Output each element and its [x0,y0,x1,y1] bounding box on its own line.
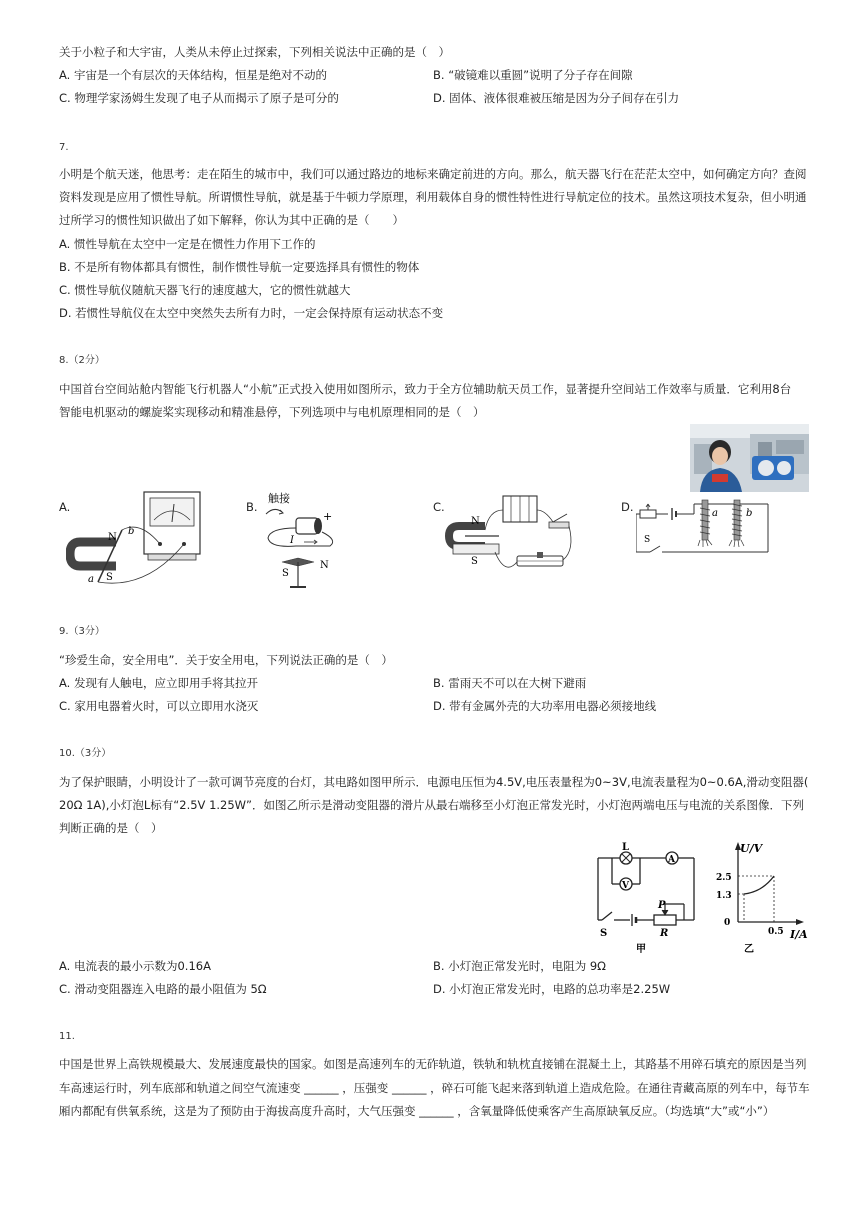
q10-option-d[interactable]: D. 小灯泡正常发光时，电路的总功率是2.25W [433,982,671,996]
q7-stem-line-2: 资料发现是应用了惯性导航。所谓惯性导航，就是基于牛顿力学原理，利用载体自身的惯性特性进行导航定位的技术。虽然这项技术复杂，但小明通 [59,190,807,204]
label-a-d: a [712,508,718,519]
q7-option-a[interactable]: A. 惯性导航在太空中一定是在惯性力作用下工作的 [59,237,316,251]
label-i: I [290,535,294,546]
q9-stem: “珍爱生命，安全用电”．关于安全用电，下列说法正确的是（ ） [59,653,393,667]
label-n-b: N [320,560,329,571]
circuit-diagram [592,838,704,956]
label-a: a [88,574,94,585]
q6-option-b[interactable]: B. “破镜难以重圆”说明了分子存在间隙 [433,68,633,82]
q10-option-a[interactable]: A. 电流表的最小示数为0.16A [59,959,211,973]
q9-option-a[interactable]: A. 发现有人触电，应立即用手将其拉开 [59,676,258,690]
q8-option-d-letter[interactable]: D. [621,500,634,514]
q8-stem-line-1: 中国首台空间站舱内智能飞行机器人“小航”正式投入使用如图所示，致力于全方位辅助航天员工作，显著提升空间站工作效率与质量．它利用8台 [59,382,792,396]
q6-option-a[interactable]: A. 宇宙是一个有层次的天体结构，恒星是绝对不动的 [59,68,327,82]
label-voltmeter: V [622,881,629,891]
label-p: P [658,900,666,911]
galvanometer-diagram [66,490,216,590]
label-r: R [660,928,669,939]
label-b-d: b [746,508,753,519]
label-b: b [128,526,135,537]
ui-graph [704,838,814,956]
q10-option-b[interactable]: B. 小灯泡正常发光时，电阻为 9Ω [433,959,606,973]
tick-1-3: 1.3 [716,891,732,901]
q10-stem-line-2: 20Ω 1A),小灯泡L标有“2.5V 1.25W”．如图乙所示是滑动变阻器的滑片从最右端移至小灯泡正常发光时，小灯泡两端电压与电流的关系图像．下列 [59,798,805,812]
q9-option-b[interactable]: B. 雷雨天不可以在大树下避雨 [433,676,587,690]
q7-stem-line-1: 小明是个航天迷，他思考：走在陌生的城市中，我们可以通过路边的地标来确定前进的方向。那么，航天器飞行在茫茫太空中，如何确定方向？查阅 [59,167,807,181]
label-uv: U/V [740,842,763,855]
q6-stem: 关于小粒子和大宇宙，人类从未停止过探索，下列相关说法中正确的是（ ） [59,45,450,59]
label-plus: + [323,510,333,523]
q8-stem-line-2: 智能电机驱动的螺旋桨实现移动和精准悬停，下列选项中与电机原理相同的是（ ） [59,405,485,419]
q11-stem-line-2: 车高速运行时，列车底部和轨道之间空气流速变 ______ ，压强变 ______ ，碎石可能飞起来落到轨道上造成危险。在通往青藏高原的列车中，每节车 [59,1081,810,1095]
label-yi: 乙 [744,944,754,955]
label-s: S [600,928,608,939]
label-s-c: S [471,556,478,567]
q6-option-c[interactable]: C. 物理学家汤姆生发现了电子从而揭示了原子是可分的 [59,91,339,105]
q11-number: 11. [59,1031,75,1042]
motor-diagram [445,490,580,590]
q9-option-d[interactable]: D. 带有金属外壳的大功率用电器必须接地线 [433,699,657,713]
label-ammeter: A [668,855,675,865]
q8-figure-a[interactable] [66,490,216,590]
q10-stem-line-1: 为了保护眼睛，小明设计了一款可调节亮度的台灯，其电路如图甲所示．电源电压恒为4.5V,电压表量程为0~3V,电流表量程为0~0.6A,滑动变阻器( [59,775,809,789]
label-s-d: S [644,535,651,545]
q7-stem-line-3: 过所学习的惯性知识做出了如下解释，你认为其中正确的是（ ） [59,213,404,227]
label-ia: I/A [790,928,808,941]
robot-photo [690,424,809,492]
q7-option-b[interactable]: B. 不是所有物体都具有惯性，制作惯性导航一定要选择具有惯性的物体 [59,260,420,274]
q11-stem-line-3: 厢内都配有供氧系统，这是为了预防由于海拔高度升高时，大气压强变 ______ ，含氧量降低使乘客产生高原缺氧反应。（均选填“大”或“小”） [59,1104,775,1118]
tick-2-5: 2.5 [716,873,732,883]
q8-number: 8.（2分） [59,355,105,366]
q8-figure-b[interactable] [260,488,380,593]
label-touch: 触接 [268,492,290,505]
q10-option-c[interactable]: C. 滑动变阻器连入电路的最小阻值为 5Ω [59,982,267,996]
q7-option-c[interactable]: C. 惯性导航仪随航天器飞行的速度越大，它的惯性就越大 [59,283,351,297]
label-s-b: S [282,568,289,579]
q7-option-d[interactable]: D. 若惯性导航仪在太空中突然失去所有力时，一定会保持原有运动状态不变 [59,306,444,320]
label-n: N [108,532,117,543]
tick-0: 0 [724,918,731,928]
q10-circuit-figure [592,838,704,956]
label-n-c: N [471,516,480,527]
q6-option-d[interactable]: D. 固体、液体很难被压缩是因为分子间存在引力 [433,91,680,105]
q8-figure-d[interactable] [636,490,771,560]
q8-figure-c[interactable] [445,490,580,590]
q8-option-c-letter[interactable]: C. [433,500,445,514]
electromagnet-diagram [636,490,771,560]
q9-number: 9.（3分） [59,626,105,637]
q10-number: 10.（3分） [59,748,112,759]
q7-number: 7. [59,142,69,153]
tick-0-5: 0.5 [768,927,784,937]
oersted-diagram [260,488,380,593]
q9-option-c[interactable]: C. 家用电器着火时，可以立即用水浇灭 [59,699,259,713]
q8-option-b-letter[interactable]: B. [246,500,258,514]
label-jia: 甲 [636,944,646,955]
q11-stem-line-1: 中国是世界上高铁规模最大、发展速度最快的国家。如图是高速列车的无砟轨道，铁轨和轨枕直接铺在混凝土上，其路基不用碎石填充的原因是当列 [59,1057,807,1071]
label-s: S [106,572,113,583]
q10-stem-line-3: 判断正确的是（ ） [59,821,163,835]
label-l: L [622,842,630,853]
q8-option-a-letter[interactable]: A. [59,500,71,514]
q10-graph-figure [704,838,814,956]
